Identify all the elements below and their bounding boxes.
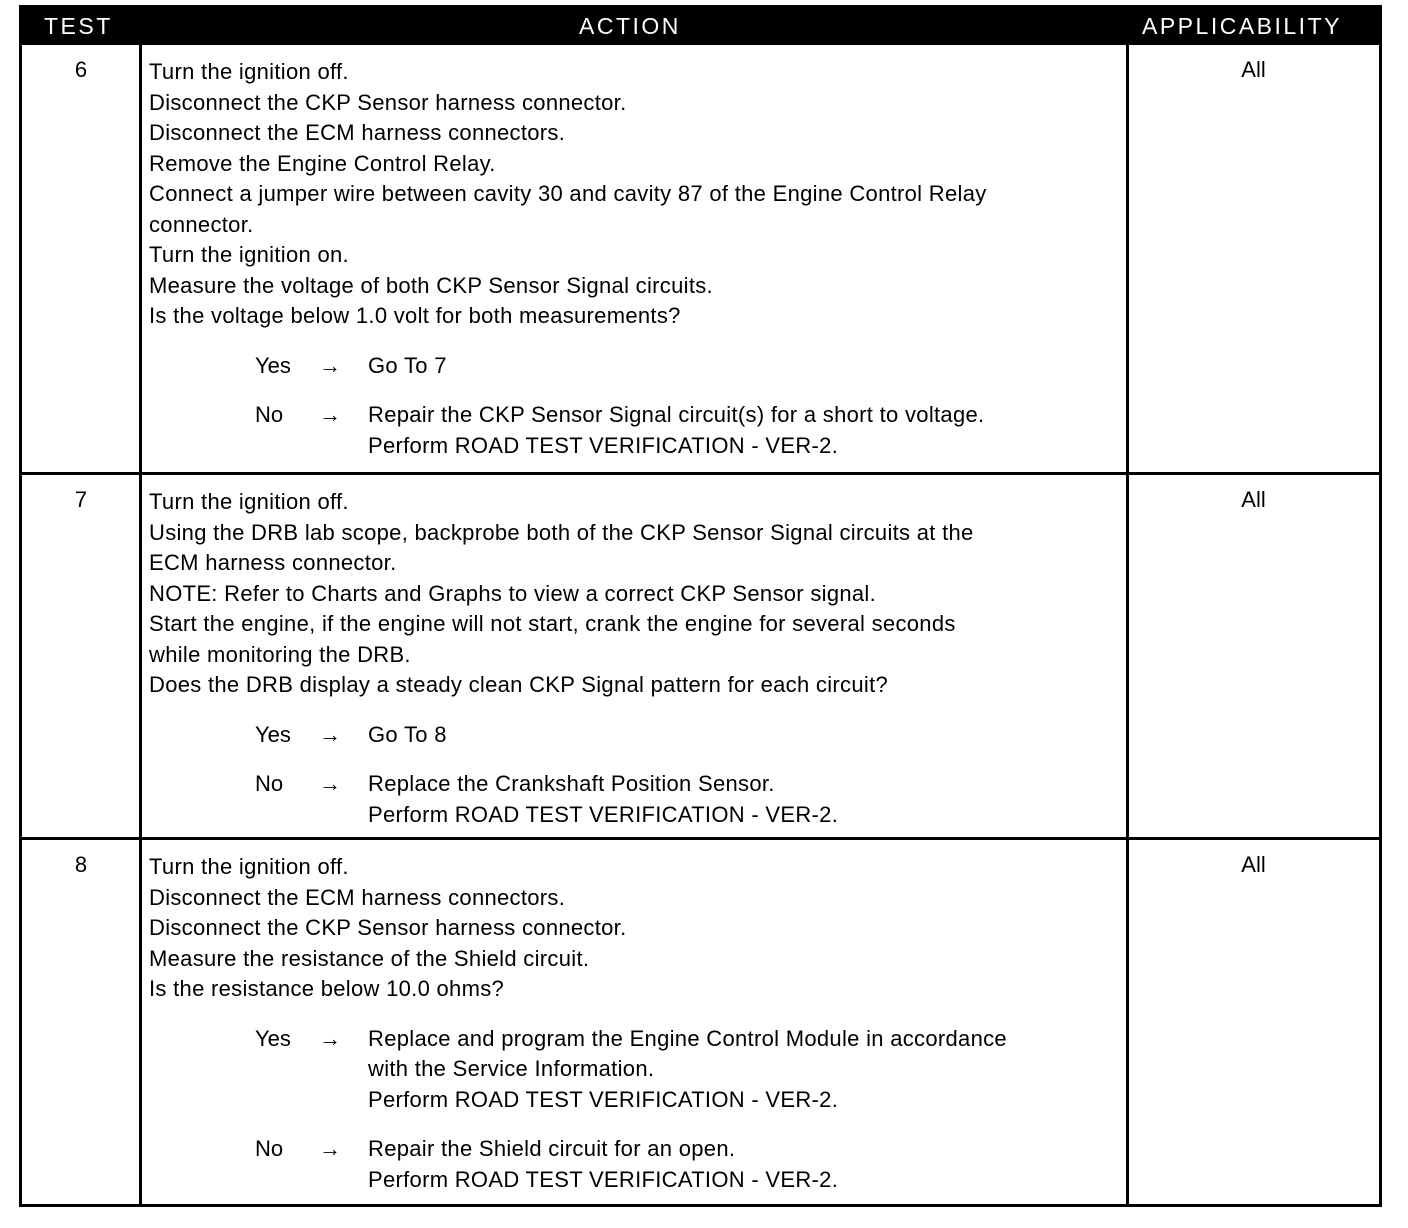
action-cell bbox=[149, 852, 1124, 1195]
table-row bbox=[22, 837, 1379, 1204]
no-response bbox=[149, 1134, 1124, 1195]
arrow-icon: → bbox=[319, 402, 341, 427]
step-line: Is the voltage below 1.0 volt for both measurements? bbox=[149, 303, 681, 328]
step-line: Measure the voltage of both CKP Sensor Signal circuits. bbox=[149, 272, 713, 298]
response-line: Perform ROAD TEST VERIFICATION - VER-2. bbox=[368, 801, 839, 827]
step-line: Disconnect the ECM harness connectors. bbox=[149, 884, 566, 910]
response-line: Replace the Crankshaft Position Sensor. bbox=[368, 771, 775, 796]
yes-label: Yes bbox=[255, 352, 291, 378]
no-label: No bbox=[255, 771, 284, 796]
step-line: connector. bbox=[149, 211, 254, 237]
step-line: Connect a jumper wire between cavity 30 and cavity 87 of the Engine Control Relay bbox=[149, 181, 987, 206]
applicability: All bbox=[1241, 487, 1266, 512]
response-line: Repair the Shield circuit for an open. bbox=[368, 1136, 736, 1161]
applicability: All bbox=[1241, 852, 1266, 877]
response-line: Repair the CKP Sensor Signal circuit(s) for a short to voltage. bbox=[368, 402, 985, 427]
test-number: 6 bbox=[74, 57, 88, 82]
step-line: ECM harness connector. bbox=[149, 550, 397, 575]
step-line: Turn the ignition off. bbox=[149, 489, 349, 514]
step-line: Turn the ignition off. bbox=[149, 854, 349, 879]
test-number: 8 bbox=[74, 852, 88, 877]
yes-response bbox=[149, 351, 1124, 382]
arrow-icon: → bbox=[319, 1025, 341, 1051]
step-line: Is the resistance below 10.0 ohms? bbox=[149, 976, 505, 1001]
header-action: ACTION bbox=[579, 13, 681, 39]
table-row bbox=[22, 472, 1379, 838]
diagnostic-table bbox=[19, 5, 1382, 1207]
table-row bbox=[22, 45, 1379, 473]
yes-response bbox=[149, 720, 1124, 751]
step-line: while monitoring the DRB. bbox=[149, 641, 411, 667]
no-label: No bbox=[255, 402, 284, 427]
no-response bbox=[149, 400, 1124, 461]
step-line: Start the engine, if the engine will not start, crank the engine for several seconds bbox=[149, 611, 956, 636]
step-line: Does the DRB display a steady clean CKP Signal pattern for each circuit? bbox=[149, 672, 889, 697]
arrow-icon: → bbox=[319, 771, 341, 796]
step-line: Disconnect the ECM harness connectors. bbox=[149, 120, 566, 145]
test-number: 7 bbox=[74, 487, 88, 512]
response-line: Perform ROAD TEST VERIFICATION - VER-2. bbox=[368, 1166, 839, 1192]
arrow-icon: → bbox=[319, 352, 341, 378]
table-header bbox=[22, 8, 1379, 45]
step-line: Remove the Engine Control Relay. bbox=[149, 150, 496, 176]
step-line: Disconnect the CKP Sensor harness connector. bbox=[149, 915, 627, 940]
step-line: Using the DRB lab scope, backprobe both of the CKP Sensor Signal circuits at the bbox=[149, 519, 974, 545]
response-line: Go To 7 bbox=[368, 352, 447, 378]
response-line: Replace and program the Engine Control Module in accordance bbox=[368, 1025, 1007, 1051]
response-line: with the Service Information. bbox=[368, 1056, 655, 1081]
response-line: Go To 8 bbox=[368, 721, 447, 747]
yes-response bbox=[149, 1024, 1124, 1116]
response-line: Perform ROAD TEST VERIFICATION - VER-2. bbox=[368, 1086, 839, 1112]
step-line: Turn the ignition on. bbox=[149, 242, 349, 267]
action-cell bbox=[149, 487, 1124, 830]
step-line: Disconnect the CKP Sensor harness connector. bbox=[149, 89, 627, 115]
applicability: All bbox=[1241, 57, 1266, 82]
step-line: NOTE: Refer to Charts and Graphs to view a correct CKP Sensor signal. bbox=[149, 580, 877, 606]
arrow-icon: → bbox=[319, 1136, 341, 1161]
no-label: No bbox=[255, 1136, 284, 1161]
header-test: TEST bbox=[44, 13, 113, 39]
yes-label: Yes bbox=[255, 1025, 291, 1051]
yes-label: Yes bbox=[255, 721, 291, 747]
step-line: Measure the resistance of the Shield circuit. bbox=[149, 945, 590, 971]
arrow-icon: → bbox=[319, 721, 341, 747]
header-applicability: APPLICABILITY bbox=[1142, 13, 1342, 39]
step-line: Turn the ignition off. bbox=[149, 59, 349, 84]
action-cell bbox=[149, 57, 1124, 461]
no-response bbox=[149, 769, 1124, 830]
response-line: Perform ROAD TEST VERIFICATION - VER-2. bbox=[368, 432, 839, 458]
